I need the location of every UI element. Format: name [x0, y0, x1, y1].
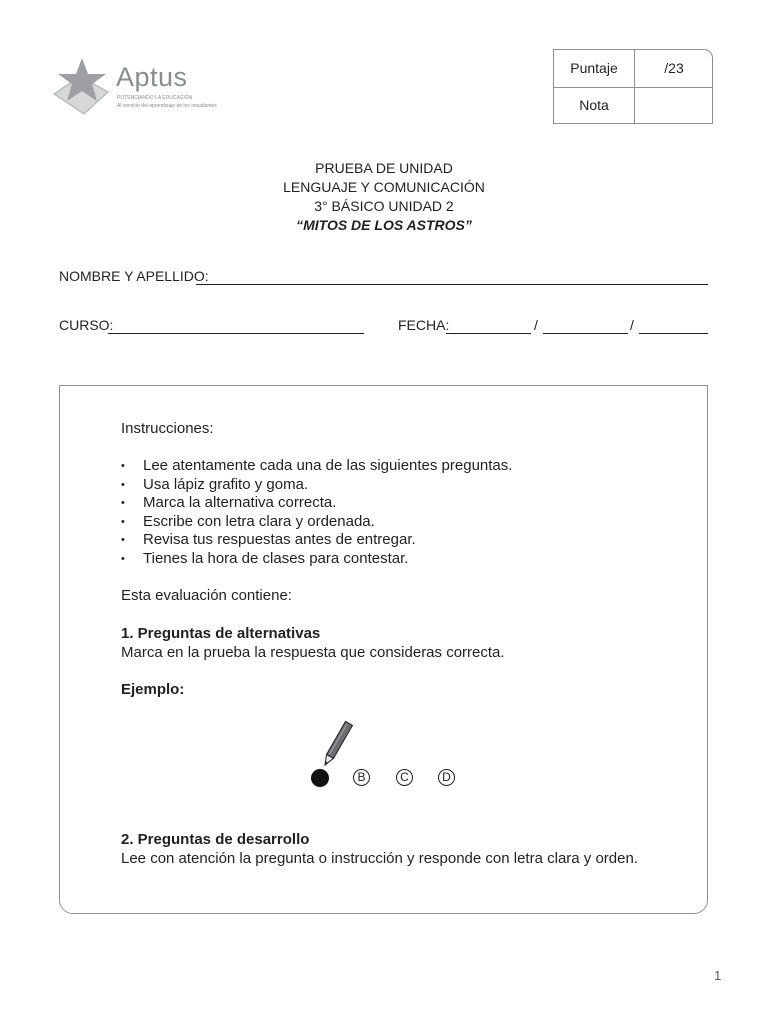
instructions-list — [121, 457, 512, 569]
option-bubble-c: C — [396, 769, 413, 786]
score-table-divider — [554, 87, 712, 88]
section1-text: Marca en la prueba la respuesta que consideras correcta. — [121, 644, 505, 661]
list-item: • Usa lápiz grafito y goma. — [121, 476, 512, 495]
option-bubble-d: D — [438, 769, 455, 786]
fecha-year-field[interactable] — [639, 333, 708, 334]
section1-title: 1. Preguntas de alternativas — [121, 625, 321, 642]
example-label: Ejemplo: — [121, 681, 185, 698]
curso-label: CURSO: — [59, 317, 114, 333]
list-item: • Tienes la hora de clases para contestar. — [121, 550, 512, 569]
list-item: • Revisa tus respuestas antes de entregar. — [121, 531, 512, 550]
fecha-separator: / — [534, 317, 538, 333]
fecha-month-field[interactable] — [543, 333, 628, 334]
evaluation-contains: Esta evaluación contiene: — [121, 587, 292, 604]
fecha-separator: / — [630, 317, 634, 333]
logo-tagline: POTENCIANDO LA EDUCACIÓN — [117, 95, 193, 101]
page-number: 1 — [714, 968, 722, 983]
option-bubble-b: B — [353, 769, 370, 786]
nombre-field[interactable] — [196, 284, 708, 285]
section2-text: Lee con atención la pregunta o instrucción y responde con letra clara y orden. — [121, 850, 638, 867]
nota-label: Nota — [579, 97, 609, 113]
logo-tagline-2: Al servicio del aprendizaje de los estudiantes — [117, 103, 217, 109]
fecha-label: FECHA: — [398, 317, 450, 333]
list-item: • Escribe con letra clara y ordenada. — [121, 513, 512, 532]
instructions-title: Instrucciones: — [121, 420, 214, 437]
fecha-day-field[interactable] — [446, 333, 531, 334]
filled-answer-bubble — [311, 769, 329, 787]
list-item: • Lee atentamente cada una de las siguientes preguntas. — [121, 457, 512, 476]
curso-field[interactable] — [108, 333, 364, 334]
test-title — [0, 159, 768, 235]
title-line: PRUEBA DE UNIDAD — [315, 160, 453, 176]
puntaje-value: /23 — [664, 60, 684, 76]
title-line: 3° BÁSICO UNIDAD 2 — [314, 198, 454, 214]
section2-title: 2. Preguntas de desarrollo — [121, 831, 310, 848]
star-logo-icon — [50, 54, 112, 118]
score-table — [553, 49, 713, 124]
list-item: • Marca la alternativa correcta. — [121, 494, 512, 513]
logo-name: Aptus — [116, 62, 188, 92]
nombre-label: NOMBRE Y APELLIDO: — [59, 268, 209, 284]
title-line: LENGUAJE Y COMUNICACIÓN — [283, 179, 485, 195]
puntaje-label: Puntaje — [570, 60, 618, 76]
aptus-logo — [50, 54, 217, 118]
pencil-icon — [316, 716, 356, 776]
unit-title: “MITOS DE LOS ASTROS” — [296, 217, 472, 233]
